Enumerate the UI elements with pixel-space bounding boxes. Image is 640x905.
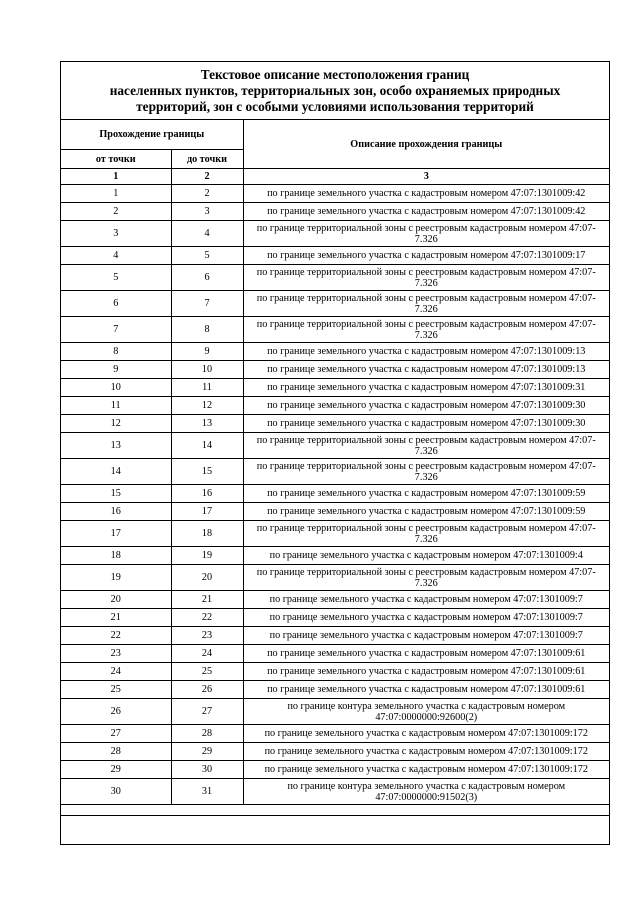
description-cell: по границе территориальной зоны с реестровым кадастровым номером 47:07-7.326	[243, 317, 609, 343]
table-row	[61, 415, 609, 433]
to-point-cell: 16	[171, 485, 243, 503]
description-cell: по границе земельного участка с кадастровым номером 47:07:1301009:7	[243, 609, 609, 627]
to-point-cell: 6	[171, 265, 243, 291]
table-row	[61, 743, 609, 761]
from-point-cell: 26	[61, 699, 171, 725]
description-cell: по границе территориальной зоны с реестровым кадастровым номером 47:07-7.326	[243, 265, 609, 291]
description-cell: по границе земельного участка с кадастровым номером 47:07:1301009:61	[243, 645, 609, 663]
table-row	[61, 725, 609, 743]
description-cell: по границе земельного участка с кадастровым номером 47:07:1301009:42	[243, 185, 609, 203]
title-line: территорий, зон с особыми условиями использования территорий	[136, 98, 534, 114]
table-row	[61, 397, 609, 415]
description-cell: по границе земельного участка с кадастровым номером 47:07:1301009:59	[243, 503, 609, 521]
table-row	[61, 503, 609, 521]
to-point-cell: 8	[171, 317, 243, 343]
to-point-cell: 24	[171, 645, 243, 663]
description-cell: по границе земельного участка с кадастровым номером 47:07:1301009:61	[243, 663, 609, 681]
table-row	[61, 343, 609, 361]
column-number: 2	[171, 169, 243, 185]
from-point-cell: 27	[61, 725, 171, 743]
passage-header: Прохождение границы	[61, 120, 243, 150]
from-point-cell: 1	[61, 185, 171, 203]
description-header: Описание прохождения границы	[243, 120, 609, 169]
to-point-cell: 19	[171, 547, 243, 565]
description-cell: по границе земельного участка с кадастровым номером 47:07:1301009:172	[243, 743, 609, 761]
table-row	[61, 565, 609, 591]
from-point-cell: 23	[61, 645, 171, 663]
table-body	[61, 185, 609, 816]
table-row	[61, 485, 609, 503]
to-point-cell: 20	[171, 565, 243, 591]
description-cell: по границе территориальной зоны с реестровым кадастровым номером 47:07-7.326	[243, 521, 609, 547]
description-cell: по границе земельного участка с кадастровым номером 47:07:1301009:13	[243, 361, 609, 379]
table-row	[61, 699, 609, 725]
description-cell: по границе земельного участка с кадастровым номером 47:07:1301009:59	[243, 485, 609, 503]
from-point-cell: 16	[61, 503, 171, 521]
table-row	[61, 681, 609, 699]
description-cell: по границе территориальной зоны с реестровым кадастровым номером 47:07-7.326	[243, 565, 609, 591]
from-point-cell: 13	[61, 433, 171, 459]
table-row	[61, 361, 609, 379]
column-number: 1	[61, 169, 171, 185]
description-cell: по границе земельного участка с кадастровым номером 47:07:1301009:17	[243, 247, 609, 265]
to-point-cell: 9	[171, 343, 243, 361]
from-point-cell: 7	[61, 317, 171, 343]
to-point-cell: 2	[171, 185, 243, 203]
description-cell: по границе территориальной зоны с реестровым кадастровым номером 47:07-7.326	[243, 221, 609, 247]
from-point-cell: 25	[61, 681, 171, 699]
description-cell: по границе земельного участка с кадастровым номером 47:07:1301009:31	[243, 379, 609, 397]
from-point-cell: 20	[61, 591, 171, 609]
from-point-cell: 4	[61, 247, 171, 265]
table-row	[61, 291, 609, 317]
from-point-cell: 10	[61, 379, 171, 397]
table-row	[61, 609, 609, 627]
to-point-cell: 11	[171, 379, 243, 397]
boundary-table	[61, 120, 609, 816]
title-line: населенных пунктов, территориальных зон, особо охраняемых природных	[109, 82, 561, 98]
description-cell: по границе территориальной зоны с реестровым кадастровым номером 47:07-7.326	[243, 291, 609, 317]
description-cell: по границе земельного участка с кадастровым номером 47:07:1301009:172	[243, 725, 609, 743]
to-point-cell: 15	[171, 459, 243, 485]
description-cell: по границе территориальной зоны с реестровым кадастровым номером 47:07-7.326	[243, 459, 609, 485]
from-point-cell: 19	[61, 565, 171, 591]
document-title	[61, 62, 609, 120]
from-point-cell: 24	[61, 663, 171, 681]
from-point-cell: 12	[61, 415, 171, 433]
table-row	[61, 265, 609, 291]
from-point-cell: 30	[61, 779, 171, 805]
table-row	[61, 547, 609, 565]
table-row	[61, 761, 609, 779]
to-point-cell: 7	[171, 291, 243, 317]
to-point-cell: 12	[171, 397, 243, 415]
table-row	[61, 185, 609, 203]
from-point-cell: 5	[61, 265, 171, 291]
from-point-cell: 8	[61, 343, 171, 361]
document-frame	[60, 61, 610, 845]
to-point-cell: 30	[171, 761, 243, 779]
description-cell: по границе земельного участка с кадастровым номером 47:07:1301009:4	[243, 547, 609, 565]
to-point-cell: 23	[171, 627, 243, 645]
from-point-cell: 15	[61, 485, 171, 503]
table-row	[61, 379, 609, 397]
table-row	[61, 645, 609, 663]
from-point-cell: 18	[61, 547, 171, 565]
from-point-cell: 2	[61, 203, 171, 221]
column-number: 3	[243, 169, 609, 185]
from-point-cell: 29	[61, 761, 171, 779]
to-point-cell: 10	[171, 361, 243, 379]
from-point-cell: 6	[61, 291, 171, 317]
from-point-cell: 3	[61, 221, 171, 247]
to-point-header: до точки	[171, 150, 243, 169]
to-point-cell: 27	[171, 699, 243, 725]
table-row	[61, 317, 609, 343]
description-cell: по границе земельного участка с кадастровым номером 47:07:1301009:30	[243, 397, 609, 415]
to-point-cell: 26	[171, 681, 243, 699]
description-cell: по границе земельного участка с кадастровым номером 47:07:1301009:42	[243, 203, 609, 221]
description-cell: по границе земельного участка с кадастровым номером 47:07:1301009:7	[243, 627, 609, 645]
table-row	[61, 203, 609, 221]
from-point-cell: 9	[61, 361, 171, 379]
to-point-cell: 22	[171, 609, 243, 627]
table-row	[61, 247, 609, 265]
to-point-cell: 25	[171, 663, 243, 681]
table-row	[61, 521, 609, 547]
description-cell: по границе земельного участка с кадастровым номером 47:07:1301009:30	[243, 415, 609, 433]
to-point-cell: 3	[171, 203, 243, 221]
to-point-cell: 14	[171, 433, 243, 459]
to-point-cell: 31	[171, 779, 243, 805]
to-point-cell: 28	[171, 725, 243, 743]
to-point-cell: 29	[171, 743, 243, 761]
from-point-cell: 22	[61, 627, 171, 645]
description-cell: по границе земельного участка с кадастровым номером 47:07:1301009:61	[243, 681, 609, 699]
table-row	[61, 779, 609, 805]
table-row	[61, 591, 609, 609]
description-cell: по границе территориальной зоны с реестровым кадастровым номером 47:07-7.326	[243, 433, 609, 459]
empty-cell	[61, 805, 609, 816]
from-point-cell: 21	[61, 609, 171, 627]
from-point-cell: 14	[61, 459, 171, 485]
description-cell: по границе земельного участка с кадастровым номером 47:07:1301009:172	[243, 761, 609, 779]
to-point-cell: 13	[171, 415, 243, 433]
from-point-cell: 11	[61, 397, 171, 415]
table-row	[61, 221, 609, 247]
to-point-cell: 4	[171, 221, 243, 247]
description-cell: по границе земельного участка с кадастровым номером 47:07:1301009:7	[243, 591, 609, 609]
description-cell: по границе контура земельного участка с кадастровым номером 47:07:0000000:92600(2)	[243, 699, 609, 725]
to-point-cell: 21	[171, 591, 243, 609]
table-row	[61, 459, 609, 485]
from-point-cell: 17	[61, 521, 171, 547]
table-row	[61, 627, 609, 645]
to-point-cell: 17	[171, 503, 243, 521]
from-point-cell: 28	[61, 743, 171, 761]
from-point-header: от точки	[61, 150, 171, 169]
to-point-cell: 5	[171, 247, 243, 265]
description-cell: по границе земельного участка с кадастровым номером 47:07:1301009:13	[243, 343, 609, 361]
table-row	[61, 433, 609, 459]
empty-row	[61, 805, 609, 816]
description-cell: по границе контура земельного участка с кадастровым номером 47:07:0000000:91502(3)	[243, 779, 609, 805]
title-line: Текстовое описание местоположения границ	[200, 66, 470, 82]
to-point-cell: 18	[171, 521, 243, 547]
table-row	[61, 663, 609, 681]
